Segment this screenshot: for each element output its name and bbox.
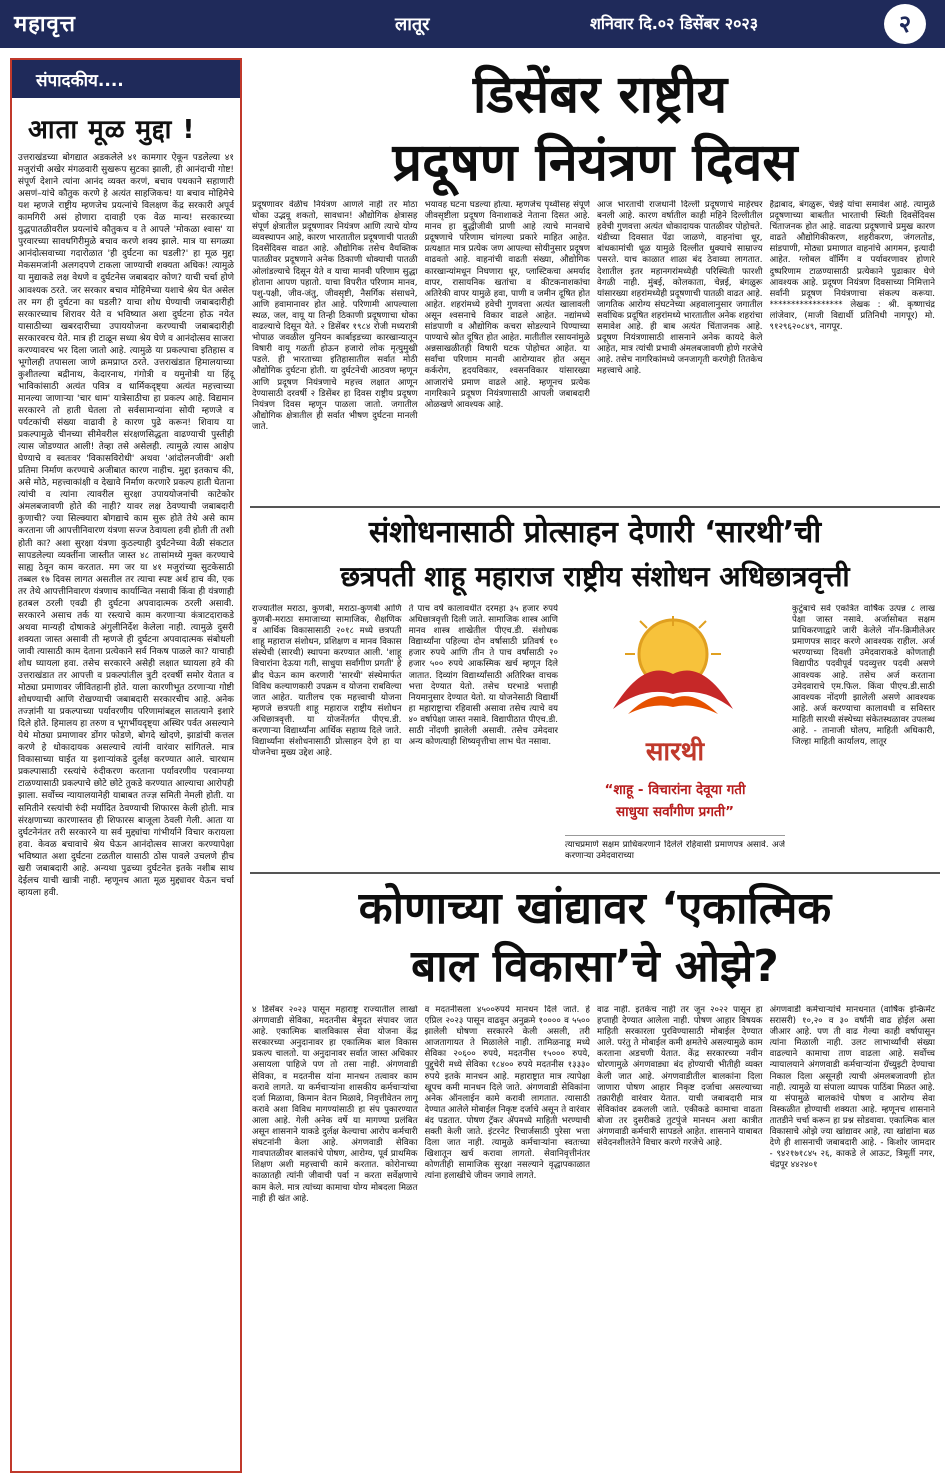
article1-col3: आज भारताची राजधानी दिल्ली प्रदूषणाचे माहेरघर बनली आहे. कारण वर्षातील काही महिने दिल्लीतील हवेची गुणवत्ता अत्यंत धोकादायक पातळीवर पोहोचते. थंडीच्या दिवसात पेंढा जाळणे, वाहनांचा धूर, बांधकामांची धूळ यामुळे दिल्लीत धुक्याचे साम्राज्य पसरते. याच काळात शाळा बंद ठेवाव्या लागतात. देशातील इतर महानगरांमध्येही परिस्थिती फारशी वेगळी नाही. मुंबई, कोलकाता, चेन्नई, बंगळुरू यांसारख्या शहरांमध्येही प्रदूषणाची पातळी वाढत आहे. जागतिक आरोग्य संघटनेच्या अहवालानुसार जगातील सर्वाधिक प्रदूषित शहरांमध्ये भारतातील अनेक शहरांचा समावेश आहे. ही बाब अत्यंत चिंताजनक आहे. प्रदूषण नियंत्रणासाठी शासनाने अनेक कायदे केले आहेत, मात्र त्यांची प्रभावी अंमलबजावणी होणे गरजेचे आहे. तसेच नागरिकांमध्ये जनजागृती करणेही तितकेच महत्त्वाचे आहे. bbox=[597, 200, 763, 377]
sarthi-tagline-line1: “शाहू - विचारांना देवूया गती bbox=[604, 782, 746, 798]
editorial-body: उत्तराखंडच्या बोगद्यात अडकलेले ४१ कामगार ऐकून पडलेल्या ४१ मजुरांची अखेर मंगळवारी सुखरूप सुटका झाली, ही आनंदाची गोष्ट! संपूर्ण देशाने त्यांना आनंद व्यक्त करणं, बचाव पथकाने सहाणारी असणं–यांचे कौतुक करणे हे अत्यंत साहजिकच! या बचाव मोहिमेचे यश म्हणजे राष्ट्रीय म्हणजेच प्रयत्नांचे विलक्षण केंद्र सरकारी अपूर्व कामगिरी असं होणारा दावाही एक वेळ मान्य! सरकारच्या युद्धपातळीवरील प्रयत्नांचे कौतुकच व ते आपले 'मोकळा श्वास' या पुरवारच्या सावधगिरीमुळे बचाव करणे शक्य झाले. मात्र या सगळ्या आनंदोत्सवाच्या गदारोळात 'ही दुर्घटना का घडली?' हा मूळ मुद्दा मेकसमजांनी अलगदपणे टाकला जाण्याची शक्यता अधिक! त्यामुळे या मुद्याकडे लक्ष वेधणे व दुर्घटनेस जबाबदार कोण? याची चर्चा होणे आवश्यक ठरते. जर सरकार बचाव मोहिमेच्या यशाचे श्रेय घेत असेल तर मग ही दुर्घटना का घडली? याचा शोध घेण्याची जबाबदारीही सरकारच्याच शिरावर येते व भविष्यात अशा दुर्घटना होऊ नयेत यासाठीच्या खबरदारीच्या उपाययोजना करण्याची जबाबदारीही सरकारवरच येते. मात्र ही टाळून सध्या श्रेय घेणे व आनंदोत्सव साजरा करण्यावरच भर दिला जातो आहे. त्यामुळे या प्रकल्पाचा इतिहास व भूगोलही तपासला जाणे क्रमप्राप्त ठरते. उत्तराखंडात हिमालयाच्या कुशीतल्या बद्रीनाथ, केदारनाथ, गंगोत्री व यमुनोत्री या हिंदू भाविकांसाठी अत्यंत पवित्र व धार्मिकदृष्ट्या अत्यंत महत्त्वाच्या मानल्या जाणाऱ्या 'चार धाम' यात्रेसाठीचा हा प्रकल्प आहे. विद्यमान सरकारने तो हाती घेतला तो सर्वसामान्यांना सोयी म्हणजे व पर्यटकांची संख्या वाढावी हे कारण पुढे करून! शिवाय या प्रकल्पामुळे चीनच्या सीमेवरील संरक्षणसिद्धता वाढण्याची पुस्तीही त्यास जोडण्यात आली! तेव्हा तसे असेलही. त्यामुळे त्यास आक्षेप घेण्याचे व स्वतःवर 'विकासविरोधी' अथवा 'आंदोलनजीवी' अशी प्रतिमा निर्माण करण्याचे अजीबात कारण नाहीच. मुद्दा इतकाच की, असे मोठे, महत्त्वाकांक्षी व देखावे निर्माण करणारे प्रकल्प हाती घेताना त्यांची व त्यांना त्यावरील सुरक्षा उपाययोजनांची काटेकोर अंमलबजावणी होते की नाही? यावर लक्ष ठेवण्याची जबाबदारी कुणाची? ज्या सिल्क्यारा बोगद्याचे काम सुरू होते तेथे असे काम करताना जी आपत्तीनिवारण यंत्रणा सज्ज ठेवायला हवी होती ती तशी होती का? अशा सुरक्षा यंत्रणा कुठल्याही दुर्घटनेच्या वेळी संकटात सापडलेल्या व्यक्तींना जास्तीत जास्त ४८ तासांमध्ये मुक्त करण्याचे साह्य ठेवून काम करतात. मग जर या ४१ मजुरांच्या सुटकेसाठी तब्बल १७ दिवस लागत असतील तर त्याचा स्पष्ट अर्थ हाच की, एक तर तेथे आपत्तीनिवारण यंत्रणाच कार्यान्वित नसावी किंवा ही यंत्रणाही हतबल ठरली एवढी ही दुर्घटना अपवादात्मक ठरली असावी. सरकारने असाच तर्क या रस्त्याचे काम करणाऱ्या कंत्राटदाराकडे अथवा मान्यही दोषाकडे अंगुलीनिर्देश केलेला नाही. त्यामुळे दुसरी शक्यता जास्त असावी ती म्हणजे ही दुर्घटना अपवादात्मक संबोधली जावी त्यासाठी काम देताना प्रत्येकाने सर्व निकष पाळले का? याचाही शोध घ्यायला हवा. तसेच सरकारने असेही लक्षात घ्यायला हवे की उत्तराखंडात तर आपत्ती व प्रकल्पांतील त्रुटी दरवर्षी समोर येतात व मोठ्या प्रमाणावर जीवितहानी होते. याला कारणीभूत ठरणाऱ्या गोष्टी शोधण्याची आणि रोखण्याची जबाबदारी सरकारचीच आहे. अनेक तज्ज्ञांनी या प्रकल्पाच्या पर्यावरणीय परिणामांबद्दल सातत्याने इशारे दिले होते. हिमालय हा तरुण व भूगर्भीयदृष्ट्या अस्थिर पर्वत असल्याने येथे मोठ्या प्रमाणावर डोंगर फोडणे, बोगदे खोदणे, झाडांची कत्तल करणे हे धोकादायक असल्याचे त्यांनी वारंवार सांगितले. मात्र विकासाच्या घाईत या इशाऱ्यांकडे दुर्लक्ष करण्यात आले. चारधाम प्रकल्पासाठी रस्त्यांचे रुंदीकरण करताना पर्यावरणीय परवानग्या टाळण्यासाठी प्रकल्पाचे छोटे छोटे तुकडे करण्यात आल्याचा आरोपही झाला. सर्वोच्च न्यायालयानेही याबाबत तज्ज्ञ समिती नेमली होती. या समितीने रस्त्यांची रुंदी मर्यादित ठेवण्याची शिफारस केली होती. मात्र संरक्षणाच्या कारणास्तव ही शिफारस बाजूला ठेवली गेली. आता या दुर्घटनेनंतर तरी सरकारने या सर्व मुद्द्यांचा गांभीर्याने विचार करायला हवा. केवळ बचावाचे श्रेय घेऊन आनंदोत्सव साजरा करण्यापेक्षा भविष्यात अशा दुर्घटना टळतील यासाठी ठोस पावले उचलणे हीच खरी जबाबदारी आहे. अन्यथा पुढच्या दुर्घटनेत इतके नशीब साथ देईलच याची खात्री नाही. म्हणूनच आता मूळ मुद्द्यावर येऊन चर्चा व्हायला हवी. bbox=[18, 153, 234, 898]
edition-city: लातूर bbox=[395, 14, 430, 35]
article2-headline-line2: छत्रपती शाहू महाराज राष्ट्रीय संशोधन अधिछात्रवृत्ती bbox=[340, 560, 850, 593]
article2-col2: ते पाच वर्षे कालावधीत दरमहा ३५ हजार रुपये अधिछात्रवृत्ती दिली जाते. सामाजिक शास्त्र आणि मानव शास्त्र शाखेतील पीएच.डी. संशोधक विद्यार्थ्यांना पहिल्या दोन वर्षासाठी प्रतिवर्ष १० हजार रुपये आणि तीन ते पाच वर्षांसाठी २० हजार ५०० रुपये आकस्मिक खर्च म्हणून दिले जातात. दिव्यांग विद्यार्थ्यांसाठी अतिरिक्त वाचक भत्ता देण्यात येतो. तसेच घरभाडे भत्ताही नियमानुसार देण्यात येतो. या योजनेसाठी विद्यार्थी हा महाराष्ट्राचा रहिवासी असावा तसेच त्याचे वय ४० वर्षापेक्षा जास्त नसावे. विद्यापीठात पीएच.डी. साठी नोंदणी झालेली असावी. तसेच उमेदवार अन्य कोणत्याही शिष्यवृत्तीचा लाभ घेत नसावा. bbox=[408, 604, 558, 748]
sarthi-logo-block bbox=[565, 608, 785, 838]
article1-headline-line2: प्रदूषण नियंत्रण दिवस bbox=[392, 133, 798, 193]
article2-columns-left bbox=[252, 604, 558, 852]
article1-headline-line1: डिसेंबर राष्ट्रीय bbox=[472, 65, 728, 125]
article2-bottom-note: त्याचप्रमाणे सक्षम प्राधिकरणाने दिलेले रहिवासी प्रमाणपत्र असावे. अर्ज करणाऱ्या उमेदवाराच्या bbox=[565, 840, 785, 862]
article2-columns-right bbox=[792, 604, 935, 866]
masthead bbox=[0, 0, 945, 48]
editorial-section-label: संपादकीय.... bbox=[12, 60, 240, 98]
sarthi-emblem-icon bbox=[603, 614, 743, 724]
article3-col2: व मदतनीसला ४५००रुपये मानधन दिले जाते. हे एप्रिल २०२३ पासून वाढवून अनुक्रमे १०००० व ५५०० झालेली घोषणा सरकारने केली असली, तरी आजतागायत ते मिळालेले नाही. तामिळनाडू मध्ये सेविका २०६०० रुपये, मदतनीस १५००० रुपये, पुद्दुचेरी मध्ये सेविका १८४०० रुपये मदतनीस १३३३० रुपये इतके मानधन आहे. महाराष्ट्रात मात्र त्यापेक्षा खूपच कमी मानधन दिले जाते. अंगणवाडी सेविकांना अनेक ऑनलाईन कामे करावी लागतात. त्यासाठी देण्यात आलेले मोबाईल निकृष्ट दर्जाचे असून ते वारंवार बंद पडतात. पोषण ट्रॅकर ॲपमध्ये माहिती भरण्याची सक्ती केली जाते. इंटरनेट रिचार्जसाठी पुरेसा भत्ता दिला जात नाही. त्यामुळे कर्मचाऱ्यांना स्वतःच्या खिशातून खर्च करावा लागतो. सेवानिवृत्तीनंतर कोणतीही सामाजिक सुरक्षा नसल्याने वृद्धापकाळात त्यांना हलाखीचे जीवन जगावे लागते. bbox=[424, 1005, 590, 1182]
article3-headline-line1: कोणाच्या खांद्यावर ‘एकात्मिक bbox=[358, 883, 832, 934]
editorial-title: आता मूळ मुद्दा ! bbox=[28, 115, 196, 145]
article1-columns bbox=[252, 200, 935, 500]
sarthi-logo-word: सारथी bbox=[645, 737, 705, 767]
article2-headline-line1: संशोधनासाठी प्रोत्साहन देणारी ‘सारथी’ची bbox=[368, 515, 822, 550]
article1-col1: प्रदूषणावर वेळीच नियंत्रण आणले नाही तर मोठा धोका उद्भवू शकतो, सावधान! औद्योगिक क्षेत्रासह संपूर्ण क्षेत्रातील प्रदूषणावर नियंत्रण आणि त्याचे योग्य व्यवस्थापन आहे, कारण भारतातील प्रदूषणाची पातळी दिवसेंदिवस वाढत आहे. औद्योगिक तसेच वैयक्तिक पातळीवर प्रदूषणाने अनेक ठिकाणी धोक्याची पातळी ओलांडल्याचे दिसून येते व याचा मानवी परिणाम सुद्धा होताना आपण पहातो. याचा विपरीत परिणाम मानव, पशु-पक्षी, जीव-जंतु, जीवसृष्टी, नैसर्गिक संसाधने, आणि हवामानावर होत आहे. परिणामी आपल्याला स्थळ, जल, वायू या तिन्ही ठिकाणी प्रदूषणाचा धोका वाढल्याचे दिसून येते. २ डिसेंबर १९८४ रोजी मध्यरात्री भोपाळ जवळील युनियन कार्बाइडच्या कारखान्यातून विषारी वायू गळती होऊन हजारो लोक मृत्युमुखी पडले. ही भारताच्या इतिहासातील सर्वात मोठी औद्योगिक दुर्घटना होती. या दुर्घटनेची आठवण म्हणून आणि प्रदूषण नियंत्रणाचे महत्त्व लक्षात आणून देण्यासाठी दरवर्षी २ डिसेंबर हा दिवस राष्ट्रीय प्रदूषण नियंत्रण दिवस म्हणून पाळला जातो. जगातील औद्योगिक क्षेत्रातील ही सर्वात भीषण दुर्घटना मानली जाते. bbox=[252, 200, 418, 432]
article3-columns bbox=[252, 1005, 935, 1473]
issue-date: शनिवार दि.०२ डिसेंबर २०२३ bbox=[590, 14, 759, 33]
editorial-column bbox=[10, 58, 242, 1473]
article2-note bbox=[565, 840, 785, 870]
article2-col1: राज्यातील मराठा, कुणबी, मराठा-कुणबी आणि कुणबी-मराठा समाजाच्या सामाजिक, शैक्षणिक व आर्थिक विकासासाठी २०१८ मध्ये छत्रपती शाहू महाराज संशोधन, प्रशिक्षण व मानव विकास संस्थेची (सारथी) स्थापना करण्यात आली. 'शाहू विचारांना देऊया गती, साधुया सर्वांगीण प्रगती' हे ब्रीद घेऊन काम करणारी 'सारथी' संस्थेमार्फत विविध कल्याणकारी उपक्रम व योजना राबविल्या जात आहेत. यातीलच एक महत्त्वाची योजना म्हणजे छत्रपती शाहू महाराज राष्ट्रीय संशोधन अधिछात्रवृत्ती. या योजनेंतर्गत पीएच.डी. करणाऱ्या विद्यार्थ्यांना आर्थिक सहाय्य दिले जाते. विद्यार्थ्यांना संशोधनासाठी प्रोत्साहन देणे हा या योजनेचा मुख्य उद्देश आहे. bbox=[252, 604, 402, 759]
divider bbox=[250, 506, 940, 508]
article1-col4: हैद्राबाद, बंगळुरू, चेन्नई यांचा समावेश आहे. त्यामुळे प्रदूषणाच्या बाबतीत भारताची स्थिती दिवसेंदिवस चिंताजनक होत आहे. वाढत्या प्रदूषणाचे प्रमुख कारण वाढते औद्योगिकीकरण, शहरीकरण, जंगलतोड, सांडपाणी, मोठ्या प्रमाणात वाहनांचे आगमन, इत्यादी आहेत. ग्लोबल वॉर्मिंग व पर्यावरणावर होणारे दुष्परिणाम टाळण्यासाठी प्रत्येकाने पुढाकार घेणे आवश्यक आहे. प्रदूषण नियंत्रण दिवसाच्या निमित्ताने सर्वांनी प्रदूषण नियंत्रणाचा संकल्प करूया. ***************** लेखक : श्री. कृष्णाचंद्र लांजेवार, (माजी विद्यार्थी प्रतिनिधी नागपूर) मो. ९१२९६२०८४९, नागपूर. bbox=[769, 200, 935, 333]
newspaper-name: महावृत्त bbox=[14, 12, 76, 37]
article2-col3: कुटुंबाचे सर्व एकत्रित वार्षिक उत्पन्न ८ लाख पेक्षा जास्त नसावे. अर्जासोबत सक्षम प्राधिकरणाद्वारे जारी केलेले नॉन-क्रिमीलेअर प्रमाणपत्र सादर करणे आवश्यक राहील. अर्ज भरण्याच्या दिवशी उमेदवाराकडे कोणताही विद्यापीठ पदवीपूर्व पदव्युत्तर पदवी असणे आवश्यक आहे. तसेच अर्ज करताना उमेदवाराचे एम.फिल. किंवा पीएच.डी.साठी आवश्यक नोंदणी झालेली असणे आवश्यक आहे. अर्ज करण्याचा कालावधी व सविस्तर माहिती सारथी संस्थेच्या संकेतस्थळावर उपलब्ध आहे. - तानाजी घोलप, माहिती अधिकारी, जिल्हा माहिती कार्यालय, लातूर bbox=[792, 604, 935, 748]
article3-col4: अंगणवाडी कर्मचाऱ्यांचे मानधनात (वार्षिक इन्क्रिमेंट सरासरी) १०,२० व ३० वर्षांनी वाढ होईल असा जीआर आहे. पण ती वाढ गेल्या काही वर्षापासून त्यांना मिळाली नाही. उलट लाभार्थ्यांची संख्या वाढल्याने कामाचा ताण वाढला आहे. सर्वोच्च न्यायालयाने अंगणवाडी कर्मचाऱ्यांना ग्रॅच्युइटी देण्याचा निकाल दिला असूनही त्याची अंमलबजावणी होत नाही. त्यामुळे या संपाला व्यापक पाठिंबा मिळत आहे. या संपामुळे बालकांचे पोषण व आरोग्य सेवा विस्कळीत होण्याची शक्यता आहे. म्हणूनच शासनाने तातडीने चर्चा करून हा प्रश्न सोडवावा. एकात्मिक बाल विकासाचे ओझे ज्या खांद्यावर आहे, त्या खांद्यांना बळ देणे ही शासनाची जबाबदारी आहे. - किशोर जामदार - ९४२१७१८४५ २६, काकडे ले आऊट, त्रिमूर्ती नगर, चंद्रपूर ४४२४०१ bbox=[769, 1005, 935, 1171]
article3-col1: ४ डिसेंबर २०२३ पासून महाराष्ट्र राज्यातील लाखो अंगणवाडी सेविका, मदतनीस बेमुदत संपावर जात आहे. एकात्मिक बालविकास सेवा योजना केंद्र सरकारच्या अनुदानावर हा एकात्मिक बाल विकास प्रकल्प चालतो. या अनुदानावर सर्वात जास्त अधिकार असायला पाहिजे पण तो तसा नाही. अंगणवाडी सेविका, व मदतनीस यांना मानधन तत्वावर काम करावे लागते. या कर्मचाऱ्यांना शासकीय कर्मचाऱ्यांचा दर्जा मिळावा, किमान वेतन मिळावे, निवृत्तीवेतन लागू करावे अशा विविध मागण्यांसाठी हा संप पुकारण्यात आला आहे. गेली अनेक वर्षे या मागण्या प्रलंबित असून शासनाने याकडे दुर्लक्ष केल्याचा आरोप कर्मचारी संघटनांनी केला आहे. अंगणवाडी सेविका गावपातळीवर बालकांचे पोषण, आरोग्य, पूर्व प्राथमिक शिक्षण अशी महत्त्वाची कामे करतात. कोरोनाच्या काळातही त्यांनी जीवाची पर्वा न करता सर्वेक्षणाचे काम केले. मात्र त्यांच्या कामाचा योग्य मोबदला मिळत नाही ही खंत आहे. bbox=[252, 1005, 418, 1204]
article1-col2: भयावह घटना घडल्या होत्या. म्हणजेच पृथ्वीसह संपूर्ण जीवसृष्टीला प्रदूषण विनाशाकडे नेताना दिसत आहे. मानव हा बुद्धीजीवी प्राणी आहे त्याचे मानवाचे प्रदूषणाचे परिणाम चांगल्या प्रकारे माहित आहेत. प्रत्यक्षात मात्र प्रत्येक जण आपल्या सोयीनुसार प्रदूषण वाढवतो आहे. वाहनांची वाढती संख्या, औद्योगिक कारखान्यांमधून निघणारा धूर, प्लास्टिकचा अमर्याद वापर, रासायनिक खतांचा व कीटकनाशकांचा अतिरेकी वापर यामुळे हवा, पाणी व जमीन दूषित होत आहेत. शहरांमध्ये हवेची गुणवत्ता अत्यंत खालावली असून श्वसनाचे विकार वाढले आहेत. नद्यांमध्ये सांडपाणी व औद्योगिक कचरा सोडल्याने पिण्याच्या पाण्याचे स्रोत दूषित होत आहेत. मातीतील रसायनांमुळे अन्नसाखळीतही विषारी घटक पोहोचत आहेत. या सर्वांचा परिणाम मानवी आरोग्यावर होत असून कर्करोग, हृदयविकार, श्वसनविकार यांसारख्या आजारांचे प्रमाण वाढले आहे. म्हणूनच प्रत्येक नागरिकाने प्रदूषण नियंत्रणासाठी आपली जबाबदारी ओळखणे आवश्यक आहे. bbox=[424, 200, 590, 410]
article3-col3: वाढ नाही. इतकेच नाही तर जून २०२२ पासून हा हप्ताही देण्यात आलेला नाही. पोषण आहार विषयक माहिती सरकारला पुरविण्यासाठी मोबाईल देण्यात आले. परंतु ते मोबाईल कमी क्षमतेचे असल्यामुळे काम करताना अडचणी येतात. केंद्र सरकारच्या नवीन धोरणामुळे अंगणवाड्या बंद होण्याची भीतीही व्यक्त केली जात आहे. अंगणवाडीतील बालकांना दिला जाणारा पोषण आहार निकृष्ट दर्जाचा असल्याच्या तक्रारीही वारंवार येतात. याची जबाबदारी मात्र सेविकांवर ढकलली जाते. एकीकडे कामाचा वाढता बोजा तर दुसरीकडे तुटपुंजे मानधन अशा कात्रीत अंगणवाडी कर्मचारी सापडले आहेत. शासनाने याबाबत संवेदनशीलतेने विचार करणे गरजेचे आहे. bbox=[597, 1005, 763, 1149]
divider bbox=[250, 872, 940, 874]
article3-headline-line2: बाल विकासा’चे ओझे? bbox=[411, 941, 779, 992]
page-number: २ bbox=[884, 4, 926, 44]
sarthi-tagline-line2: साधुया सर्वांगीण प्रगती” bbox=[616, 804, 734, 820]
